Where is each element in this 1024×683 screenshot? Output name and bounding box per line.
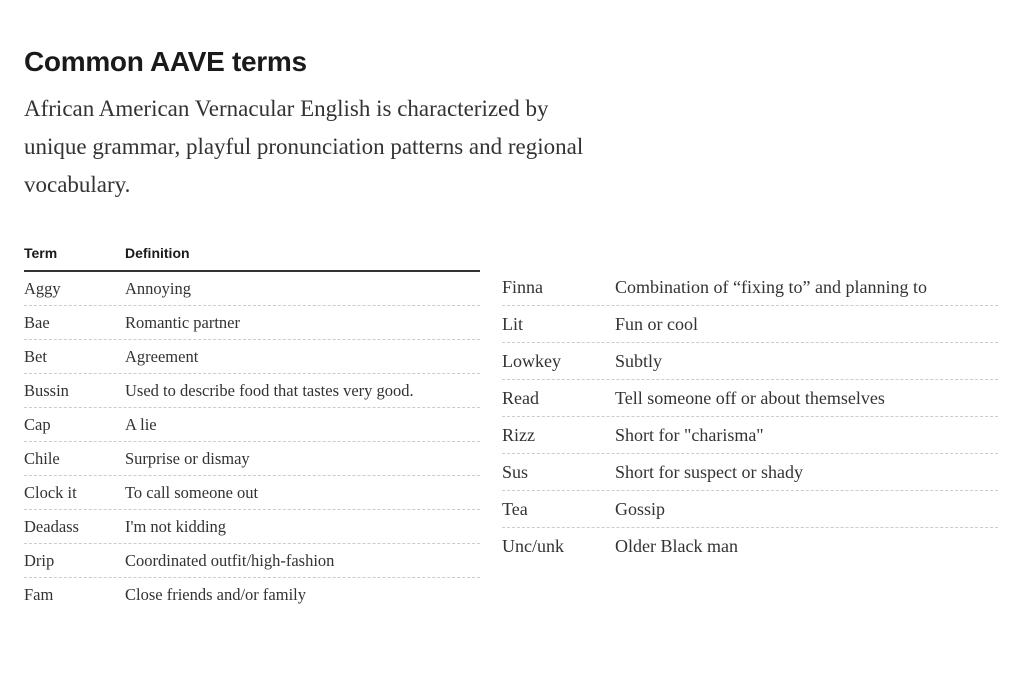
definition-cell: Romantic partner	[125, 312, 241, 332]
table-row	[502, 269, 998, 306]
table-row	[24, 339, 480, 373]
table-row	[24, 272, 480, 305]
term-cell: Bet	[24, 346, 47, 366]
terms-table-left	[24, 236, 480, 611]
definition-cell: Older Black man	[615, 535, 738, 556]
definition-cell: Close friends and/or family	[125, 584, 307, 604]
page-title: Common AAVE terms	[24, 46, 307, 77]
term-cell: Lit	[502, 313, 523, 334]
definition-column-header: Definition	[125, 245, 190, 261]
term-cell: Cap	[24, 414, 51, 434]
definition-cell: Subtly	[615, 350, 663, 371]
term-cell: Deadass	[24, 516, 79, 536]
table-row	[24, 475, 480, 509]
table-row	[502, 528, 998, 564]
definition-cell: To call someone out	[125, 482, 259, 502]
table-row	[502, 343, 998, 380]
definition-cell: Short for "charisma"	[615, 424, 764, 445]
table-row	[24, 305, 480, 339]
term-cell: Bae	[24, 312, 50, 332]
page-subtitle: African American Vernacular English is characterized by unique grammar, playful pronunciation patterns and regional vocabulary.	[24, 96, 584, 197]
definition-cell: Tell someone off or about themselves	[615, 387, 885, 408]
table-row	[502, 491, 998, 528]
definition-cell: Annoying	[125, 278, 191, 298]
definition-cell: Coordinated outfit/high-fashion	[125, 550, 335, 570]
term-cell: Chile	[24, 448, 60, 468]
term-cell: Fam	[24, 584, 54, 604]
definition-cell: Used to describe food that tastes very good.	[125, 380, 414, 400]
term-cell: Finna	[502, 276, 544, 297]
term-cell: Drip	[24, 550, 55, 570]
term-cell: Sus	[502, 461, 529, 482]
term-cell: Read	[502, 387, 539, 408]
definition-cell: Gossip	[615, 498, 666, 519]
table-row	[502, 454, 998, 491]
term-column-header: Term	[24, 245, 58, 261]
table-row	[502, 417, 998, 454]
term-cell: Rizz	[502, 424, 535, 445]
table-header	[24, 236, 480, 272]
definition-cell: Agreement	[125, 346, 199, 366]
table-row	[24, 407, 480, 441]
table-row	[24, 509, 480, 543]
table-row	[24, 373, 480, 407]
definition-cell: Surprise or dismay	[125, 448, 250, 468]
terms-table-right	[502, 269, 998, 564]
table-row	[24, 577, 480, 611]
definition-cell: Fun or cool	[615, 313, 698, 334]
term-cell: Bussin	[24, 380, 69, 400]
definition-cell: A lie	[125, 414, 157, 434]
table-row	[24, 441, 480, 475]
table-row	[24, 543, 480, 577]
term-cell: Clock it	[24, 482, 77, 502]
term-cell: Tea	[502, 498, 528, 519]
table-row	[502, 306, 998, 343]
definition-cell: I'm not kidding	[125, 516, 227, 536]
term-cell: Aggy	[24, 278, 61, 298]
definition-cell: Combination of “fixing to” and planning to	[615, 276, 927, 297]
term-cell: Lowkey	[502, 350, 561, 371]
table-row	[502, 380, 998, 417]
definition-cell: Short for suspect or shady	[615, 461, 803, 482]
term-cell: Unc/unk	[502, 535, 564, 556]
